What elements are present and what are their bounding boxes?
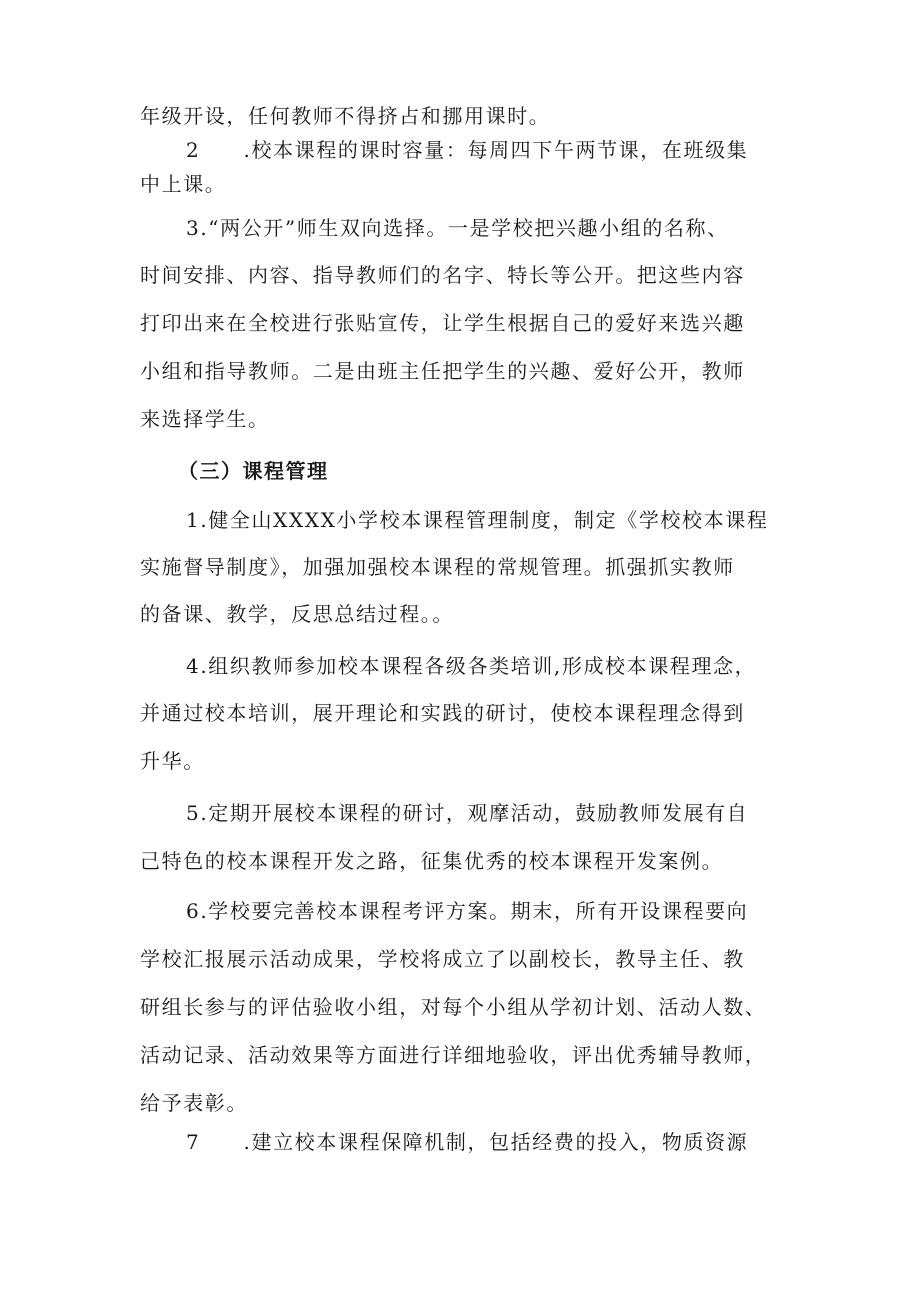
text-line: 并通过校本培训，展开理论和实践的研讨，使校本课程理念得到: [140, 701, 745, 725]
text-line: 时间安排、内容、指导教师们的名字、特长等公开。把这些内容: [140, 263, 745, 287]
text-line: 给予表彰。: [140, 1091, 248, 1115]
text-line: 研组长参与的评估验收小组，对每个小组从学初计划、活动人数、: [140, 995, 767, 1019]
text-line: 活动记录、活动效果等方面进行详细地验收，评出优秀辅导教师，: [140, 1043, 767, 1067]
text-line: 中上课。: [140, 172, 227, 196]
text-line: 7 .建立校本课程保障机制，包括经费的投入，物质资源: [186, 1130, 749, 1154]
text-line: 己特色的校本课程开发之路，征集优秀的校本课程开发案例。: [140, 849, 724, 873]
text-line: 打印出来在全校进行张贴宣传，让学生根据自己的爱好来选兴趣: [140, 311, 745, 335]
text-line: 5.定期开展校本课程的研讨，观摩活动，鼓励教师发展有自: [186, 801, 749, 825]
text-line: 小组和指导教师。二是由班主任把学生的兴趣、爱好公开，教师: [140, 359, 745, 383]
text-line: 3.“两公开”师生双向选择。一是学校把兴趣小组的名称、: [186, 216, 729, 240]
text-line: 来选择学生。: [140, 407, 270, 431]
text-line: 4.组织教师参加校本课程各级各类培训,形成校本课程理念，: [186, 654, 757, 678]
text-line: 1.健全山XXXX小学校本课程管理制度，制定《学校校本课程: [186, 508, 769, 532]
text-line: 学校汇报展示活动成果，学校将成立了以副校长，教导主任、教: [140, 947, 745, 971]
text-line: 升华。: [140, 749, 205, 773]
text-line: 的备课、教学，反思总结过程。。: [140, 602, 454, 626]
text-line: 2 .校本课程的课时容量：每周四下午两节课，在班级集: [186, 138, 749, 162]
text-line: 年级开设，任何教师不得挤占和挪用课时。: [140, 104, 551, 128]
text-line: 实施督导制度》，加强加强校本课程的常规管理。抓强抓实教师: [140, 555, 735, 579]
section-heading: （三）课程管理: [178, 459, 329, 483]
text-line: 6.学校要完善校本课程考评方案。期末，所有开设课程要向: [186, 899, 749, 923]
